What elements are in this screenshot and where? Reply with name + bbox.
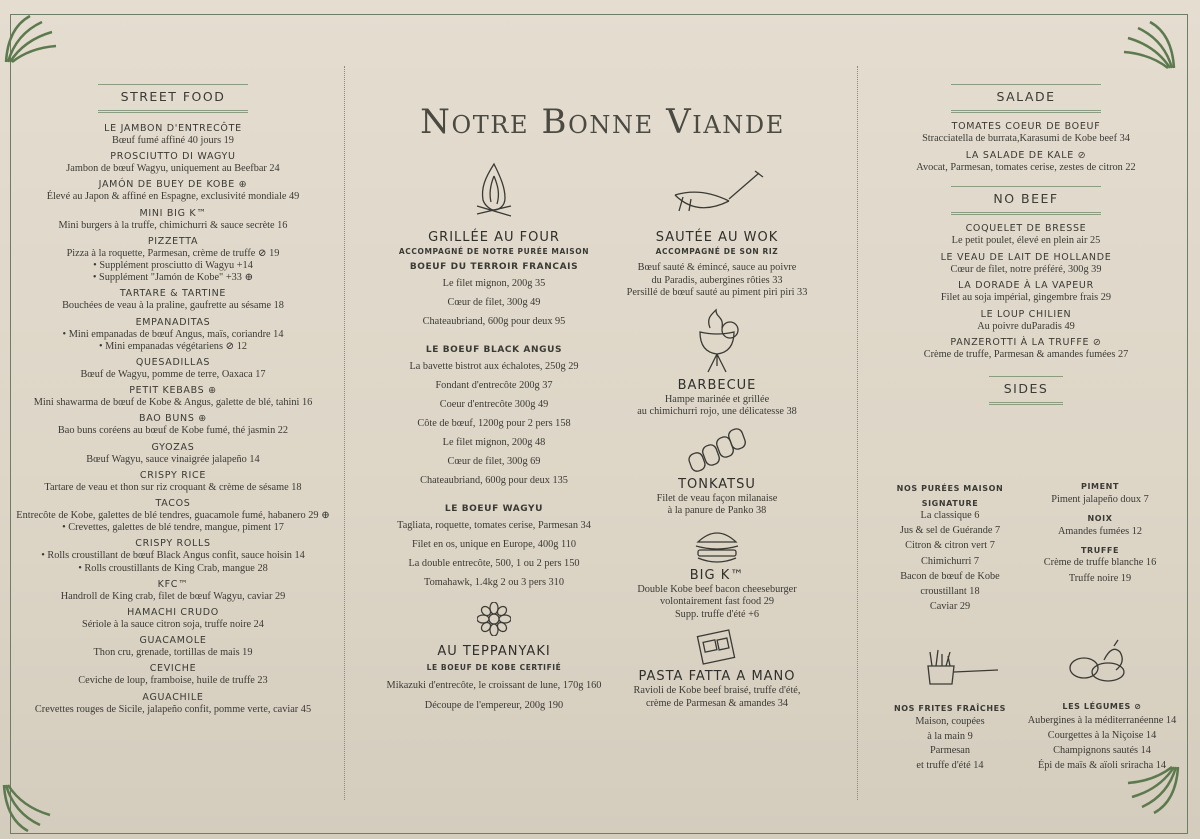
menu-line: Citron & citron vert 7 [905, 540, 995, 552]
section-rule [98, 84, 248, 85]
section-rule [989, 402, 1063, 405]
tonkatsu-list [606, 493, 828, 518]
menu-line: Tagliata, roquette, tomates cerise, Parmesan 34 [397, 520, 591, 531]
fries-pan-icon [918, 646, 1002, 688]
corner-ornament-top-left-icon [2, 8, 60, 66]
menu-item-description: Bao buns coréens au bœuf de Kobe fumé, thé jasmin 22 [57, 425, 289, 437]
menu-line: Piment jalapeño doux 7 [1051, 494, 1149, 505]
menu-item [8, 385, 338, 409]
menu-line: Aubergines à la méditerranéenne 14 [1027, 715, 1177, 726]
section-title: STREET FOOD [120, 89, 226, 104]
menu-line: Fondant d'entrecôte 200g 37 [435, 380, 553, 391]
piment-title: PIMENT [1080, 482, 1120, 491]
wok-icon [606, 165, 828, 220]
pasta-title: PASTA FATTA A MANO [638, 669, 796, 684]
teppanyaki-subtitle: LE BOEUF DE KOBE CERTIFIÉ [426, 663, 562, 672]
menu-item-description: Élevé au Japon & affiné en Espagne, exclusivité mondiale 49 [46, 191, 300, 203]
menu-item [8, 607, 338, 631]
menu-item-description: Crème de truffe, Parmesan & amandes fumées 27 [923, 349, 1129, 360]
barbecue-list [606, 394, 828, 419]
purees-subtitle: SIGNATURE [921, 499, 979, 508]
menu-item [8, 663, 338, 687]
menu-item-name: LE VEAU DE LAIT DE HOLLANDE [940, 251, 1112, 263]
menu-item-name: JAMÓN DE BUEY DE KOBE ⊕ [98, 179, 248, 191]
menu-line: Le filet mignon, 200g 35 [442, 278, 546, 289]
menu-item [8, 288, 338, 312]
menu-item-name: BAO BUNS ⊕ [139, 413, 207, 425]
menu-item [866, 252, 1186, 277]
nobeef-list [866, 223, 1186, 362]
menu-item-name: TOMATES COEUR DE BOEUF [951, 121, 1101, 132]
menu-item-description: Crevettes rouges de Sicile, jalapeño confit, pomme verte, caviar 45 [34, 703, 312, 715]
menu-item-name: PETIT KEBABS ⊕ [129, 385, 217, 397]
noix-title: NOIX [1087, 514, 1113, 523]
section-rule [951, 110, 1101, 113]
menu-item [8, 413, 338, 437]
menu-item-description: • Crevettes, galettes de blé tendre, mangue, piment 17 [62, 522, 284, 534]
menu-item-description: Thon cru, grenade, tortillas de mais 19 [93, 647, 253, 659]
menu-item-name: LA DORADE À LA VAPEUR [958, 280, 1094, 291]
menu-item [8, 317, 338, 353]
group-title: LE BOEUF WAGYU [444, 504, 544, 514]
campfire-icon [380, 160, 608, 222]
menu-line: Persillé de bœuf sauté au piment piri piri 33 [626, 287, 808, 298]
wok-section [606, 165, 828, 710]
purees-group [880, 484, 1020, 614]
menu-item-description: • Mini empanadas de bœuf Angus, maïs, coriandre 14 [62, 328, 284, 340]
legumes-title: LES LÉGUMES ⊘ [1062, 702, 1142, 711]
menu-line: Épi de maïs & aïoli sriracha 14 [1037, 760, 1167, 771]
menu-item-name: LE LOUP CHILIEN [980, 308, 1072, 320]
ravioli-icon [606, 627, 828, 667]
menu-line: Filet de veau façon milanaise [656, 492, 778, 504]
column-divider-left [344, 66, 345, 800]
menu-item [8, 151, 338, 175]
menu-item-description: Pizza à la roquette, Parmesan, crème de truffe ⊘ 19 [66, 247, 280, 259]
group-list [380, 357, 608, 490]
menu-line: Crème de truffe blanche 16 [1043, 557, 1157, 568]
truffe-list [1030, 555, 1170, 586]
menu-item-name: PIZZETTA [147, 235, 199, 247]
column-divider-right [857, 66, 858, 800]
wok-title: SAUTÉE AU WOK [655, 230, 779, 245]
group-list [380, 274, 608, 331]
group-title: LE BOEUF BLACK ANGUS [425, 345, 563, 355]
menu-item-description: • Mini empanadas végétariens ⊘ 12 [98, 340, 248, 352]
menu-item-description: Bœuf fumé affiné 40 jours 19 [112, 135, 234, 146]
menu-line: Maison, coupées [915, 716, 985, 727]
nobeef-title: NO BEEF [993, 191, 1059, 206]
menu-line: Truffe noire 19 [1068, 572, 1132, 584]
barbecue-title: BARBECUE [677, 377, 757, 393]
menu-line: Courgettes à la Niçoise 14 [1047, 730, 1157, 741]
menu-item-description: Entrecôte de Kobe, galettes de blé tendres, guacamole fumé, habanero 29 ⊕ [16, 510, 330, 522]
menu-line: La bavette bistrot aux échalotes, 250g 29 [409, 361, 579, 372]
menu-item [8, 692, 338, 716]
wok-subtitle: ACCOMPAGNÉ DE SON RIZ [655, 247, 779, 256]
tonkatsu-icon [606, 425, 828, 475]
menu-line: Côte de bœuf, 1200g pour 2 pers 158 [417, 418, 571, 429]
menu-item [8, 442, 338, 466]
section-rule [989, 376, 1063, 377]
menu-item-name: GUACAMOLE [139, 635, 207, 647]
legumes-group [1024, 702, 1180, 773]
corner-ornament-bottom-left-icon [0, 781, 58, 839]
menu-line: Amandes fumées 12 [1057, 526, 1143, 537]
menu-line: La double entrecôte, 500, 1 ou 2 pers 150 [408, 558, 580, 569]
menu-item-name: EMPANADITAS [135, 316, 211, 328]
menu-line: Mikazuki d'entrecôte, le croissant de lune, 170g 160 [386, 680, 602, 691]
menu-line: Supp. truffe d'été +6 [674, 608, 760, 620]
menu-line: Bœuf sauté & émincé, sauce au poivre [637, 262, 797, 273]
menu-line: Chateaubriand, 600g pour deux 135 [420, 475, 568, 486]
menu-line: à la main 9 [927, 730, 973, 742]
menu-line: Double Kobe beef bacon cheeseburger [637, 583, 797, 595]
group-title: BOEUF DU TERROIR FRANCAIS [409, 262, 579, 272]
menu-line: Le filet mignon, 200g 48 [442, 437, 546, 448]
menu-line: Hampe marinée et grillée [664, 393, 770, 405]
menu-item [866, 121, 1186, 146]
section-rule [98, 110, 248, 113]
menu-item-name: LA SALADE DE KALE ⊘ [965, 149, 1087, 161]
menu-line: Caviar 29 [929, 601, 971, 613]
menu-item-name: HAMACHI CRUDO [127, 607, 219, 619]
section-rule [951, 84, 1101, 85]
group-list [380, 516, 608, 592]
menu-item-description: Au poivre duParadis 49 [977, 320, 1075, 332]
piment-list [1030, 491, 1170, 508]
four-groups [380, 262, 608, 592]
menu-item-description: Stracciatella de burrata,Karasumi de Kobe beef 34 [922, 133, 1130, 144]
menu-item [866, 280, 1186, 305]
street-food-section [8, 84, 338, 719]
menu-item [8, 236, 338, 285]
menu-item-description: Sériole à la sauce citron soja, truffe noire 24 [82, 619, 264, 631]
menu-item-description: • Rolls croustillant de bœuf Black Angus confit, sauce hoisin 14 [41, 550, 305, 562]
bigk-list [606, 584, 828, 622]
teppanyaki-title: AU TEPPANYAKI [437, 644, 551, 659]
menu-item-description: • Supplément prosciutto di Wagyu +14 [93, 260, 253, 272]
menu-item-name: TARTARE & TARTINE [119, 288, 227, 300]
wok-list [606, 262, 828, 300]
menu-line: Parmesan [929, 745, 971, 756]
flower-emblem-icon [380, 602, 608, 636]
sides-title: SIDES [1003, 380, 1049, 396]
menu-line: Cœur de filet, 300g 49 [447, 297, 541, 308]
menu-line: Ravioli de Kobe beef braisé, truffe d'été, [633, 685, 801, 696]
menu-line: croustillant 18 [920, 586, 980, 598]
menu-line: Chateaubriand, 600g pour deux 95 [422, 316, 566, 327]
menu-item [8, 538, 338, 574]
legumes-list [1024, 713, 1180, 773]
menu-line: Jus & sel de Guérande 7 [899, 525, 1001, 537]
menu-line: à la panure de Panko 38 [667, 505, 767, 516]
menu-item-description: Bœuf de Wagyu, pomme de terre, Oaxaca 17 [80, 369, 266, 381]
menu-item-name: CRISPY RICE [139, 469, 207, 481]
corner-ornament-top-right-icon [1120, 14, 1178, 72]
menu-item [866, 337, 1186, 362]
menu-line: du Paradis, aubergines rôties 33 [651, 274, 783, 286]
menu-item-description: Mini shawarma de bœuf de Kobe & Angus, galette de blé, tahini 16 [33, 397, 313, 409]
frites-title: NOS FRITES FRAÎCHES [893, 704, 1007, 713]
frites-group [880, 704, 1020, 773]
menu-item [866, 150, 1186, 175]
menu-item-name: CRISPY ROLLS [135, 538, 211, 550]
menu-line: volontairement fast food 29 [659, 596, 775, 607]
menu-item-description: Avocat, Parmesan, tomates cerise, zestes de citron 22 [916, 161, 1136, 173]
menu-item [8, 179, 338, 203]
section-rule [951, 212, 1101, 215]
page-title: Notre Bonne Viande [420, 102, 785, 142]
purees-list [880, 508, 1020, 614]
four-subtitle: ACCOMPAGNÉ DE NOTRE PURÉE MAISON [398, 247, 590, 256]
four-section [380, 160, 608, 715]
menu-item-description: Cœur de filet, notre préféré, 300g 39 [950, 263, 1102, 275]
menu-line: Tomahawk, 1.4kg 2 ou 3 pers 310 [424, 577, 564, 588]
frites-list [880, 715, 1020, 773]
menu-line: crème de Parmesan & amandes 34 [645, 697, 789, 709]
menu-item [8, 123, 338, 147]
menu-item-name: PANZEROTTI À LA TRUFFE ⊘ [950, 337, 1102, 348]
salade-list [866, 121, 1186, 174]
menu-line: Bacon de bœuf de Kobe [900, 570, 1000, 582]
menu-item-description: Mini burgers à la truffe, chimichurri & sauce secrète 16 [58, 219, 288, 231]
menu-item-description: Filet au soja impérial, gingembre frais 29 [940, 292, 1112, 303]
street-food-list [8, 123, 338, 716]
noix-list [1030, 523, 1170, 540]
menu-line: La classique 6 [920, 510, 980, 521]
menu-item-name: LE JAMBON D'ENTRECÔTE [104, 123, 242, 134]
menu-item-description: • Supplément "Jamón de Kobe" +33 ⊕ [92, 272, 254, 284]
menu-item [8, 579, 338, 603]
menu-line: au chimichurri rojo, une délicatesse 38 [637, 406, 797, 417]
burger-icon [606, 524, 828, 566]
section-rule [951, 186, 1101, 187]
four-title: GRILLÉE AU FOUR [428, 230, 560, 245]
tonkatsu-title: TONKATSU [678, 476, 756, 492]
menu-item [8, 635, 338, 659]
menu-item [8, 498, 338, 534]
menu-item-name: KFC™ [157, 578, 189, 590]
menu-line: Coeur d'entrecôte 300g 49 [439, 399, 549, 410]
menu-item-name: QUESADILLAS [135, 357, 211, 369]
menu-item-name: GYOZAS [151, 441, 195, 453]
teppanyaki-list [380, 676, 608, 715]
right-column [866, 84, 1186, 405]
salade-title: SALADE [996, 89, 1056, 104]
menu-item-description: Handroll de King crab, filet de bœuf Wagyu, caviar 29 [60, 590, 286, 602]
menu-item-name: AGUACHILE [142, 691, 204, 703]
main-meat-section [350, 102, 855, 142]
menu-item [8, 357, 338, 381]
menu-line: Filet en os, unique en Europe, 400g 110 [411, 539, 577, 550]
menu-line: Chimichurri 7 [920, 555, 980, 567]
menu-item-description: Bœuf Wagyu, sauce vinaigrée jalapeño 14 [86, 453, 260, 465]
menu-item-name: PROSCIUTTO DI WAGYU [110, 151, 236, 163]
menu-item-description: Ceviche de loup, framboise, huile de truffe 23 [78, 675, 268, 687]
pasta-list [606, 685, 828, 710]
menu-line: Champignons sautés 14 [1053, 745, 1151, 756]
truffe-title: TRUFFE [1080, 546, 1120, 555]
barbecue-grill-icon [606, 308, 828, 374]
menu-item-description: Jambon de bœuf Wagyu, uniquement au Beefbar 24 [66, 163, 280, 175]
menu-item [866, 309, 1186, 334]
menu-item-name: MINI BIG K™ [139, 207, 207, 219]
menu-item [8, 208, 338, 232]
sides-right-group [1030, 482, 1170, 586]
menu-line: et truffe d'été 14 [916, 759, 984, 771]
bigk-title: BIG K™ [689, 567, 745, 583]
menu-item [866, 223, 1186, 248]
menu-item-description: Bouchées de veau à la praline, gaufrette au sésame 18 [62, 300, 284, 312]
menu-item-description: Le petit poulet, élevé en plein air 25 [951, 235, 1101, 246]
vegetables-icon [1064, 638, 1134, 688]
menu-item-name: COQUELET DE BRESSE [965, 223, 1087, 234]
menu-line: Cœur de filet, 300g 69 [447, 456, 541, 467]
menu-item-name: TACOS [155, 498, 191, 510]
purees-title: NOS PURÉES MAISON [896, 484, 1004, 493]
menu-line: Découpe de l'empereur, 200g 190 [424, 699, 564, 711]
menu-item-description: • Rolls croustillants de King Crab, mangue 28 [78, 562, 268, 574]
menu-item-description: Tartare de veau et thon sur riz croquant & crème de sésame 18 [44, 481, 302, 493]
menu-item-name: CEVICHE [149, 663, 197, 675]
menu-item [8, 470, 338, 494]
